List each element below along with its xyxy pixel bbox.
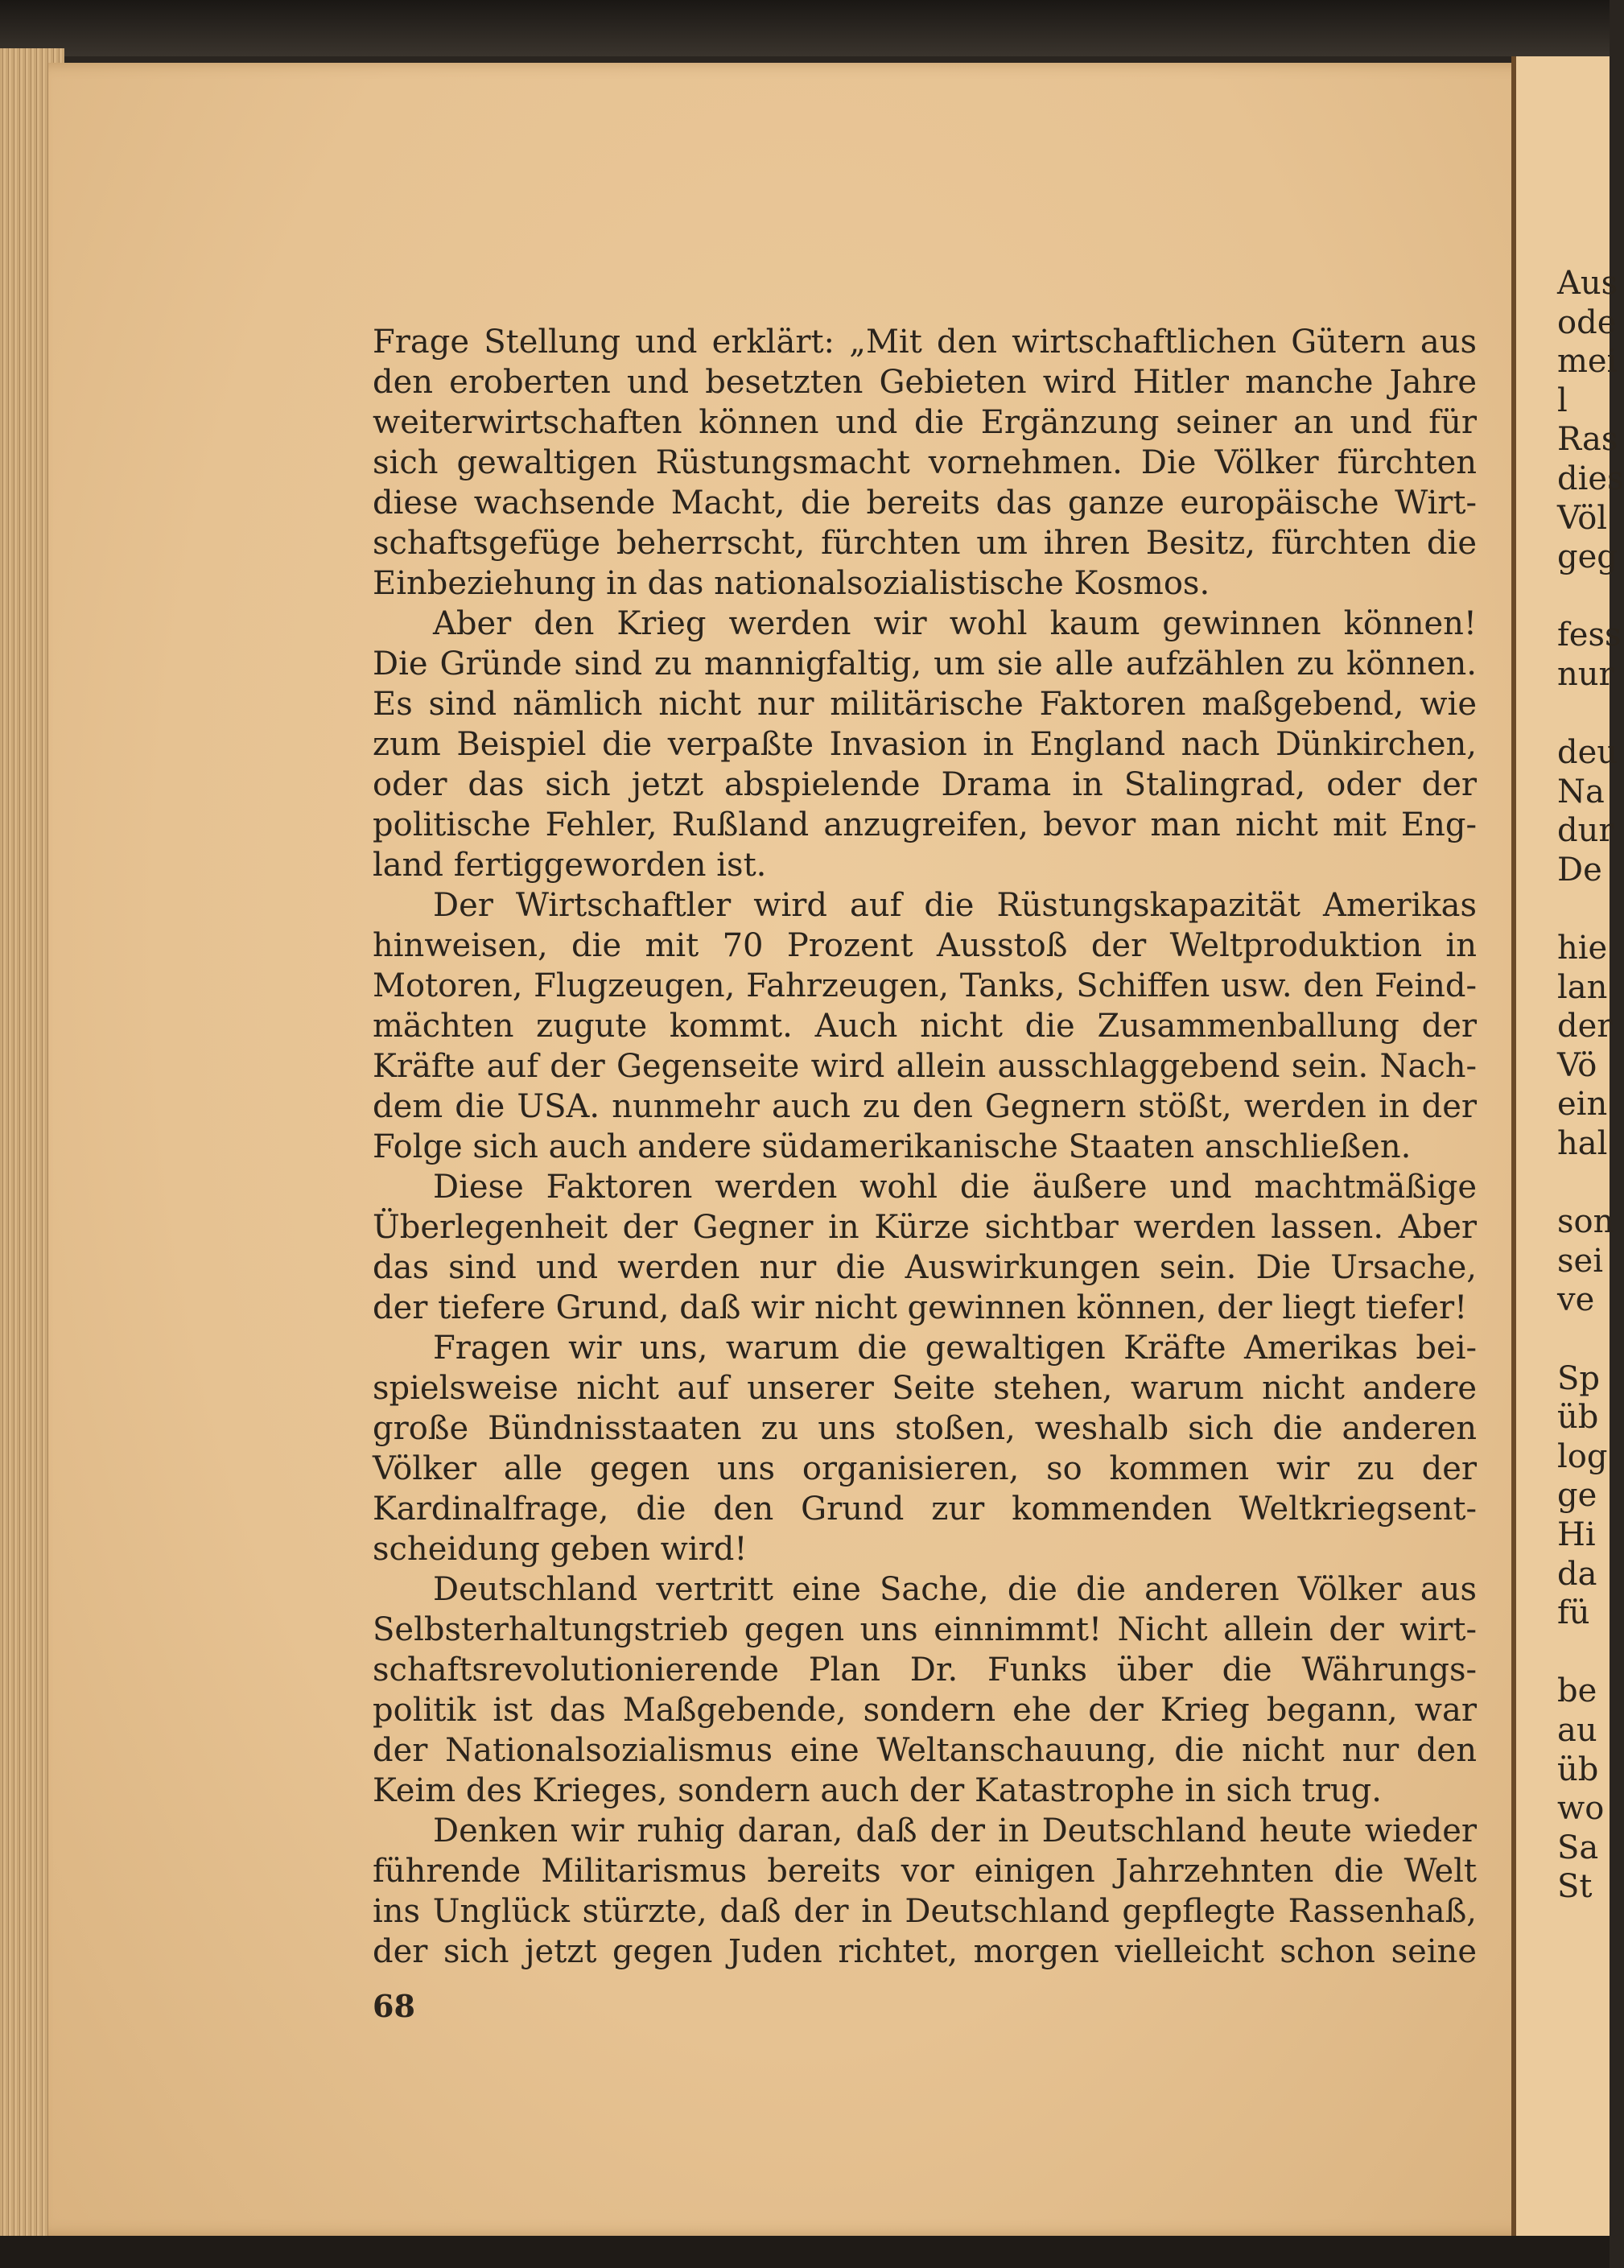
text-line: der tiefere Grund, daß wir nicht gewinnen können, der liegt tiefer!	[373, 1289, 1468, 1326]
right-page-line-fragment: Sp	[1557, 1359, 1601, 1397]
right-page-line-fragment: dur	[1557, 812, 1614, 850]
text-line: diese wachsende Macht, die bereits das ganze europäische Wirt-	[373, 485, 1477, 522]
text-line: politik ist das Maßgebende, sondern ehe der Krieg begann, war	[373, 1692, 1477, 1729]
text-line: der sich jetzt gegen Juden richtet, morgen vielleicht schon seine	[373, 1933, 1477, 1970]
right-page-line-fragment: nur	[1557, 655, 1614, 693]
right-page-line-fragment: ein	[1557, 1086, 1608, 1124]
text-line: schaftsgefüge beherrscht, fürchten um ihren Besitz, fürchten die	[373, 525, 1477, 562]
right-page-line-fragment: üb	[1557, 1750, 1599, 1788]
text-line: Denken wir ruhig daran, daß der in Deutschland heute wieder	[433, 1812, 1477, 1849]
text-line: Diese Faktoren werden wohl die äußere und machtmäßige	[433, 1169, 1477, 1206]
text-line: große Bündnisstaaten zu uns stoßen, weshalb sich die anderen	[373, 1410, 1477, 1447]
text-line: scheidung geben wird!	[373, 1531, 748, 1568]
text-line: Völker alle gegen uns organisieren, so kommen wir zu der	[373, 1450, 1477, 1487]
text-line: Folge sich auch andere südamerikanische Staaten anschließen.	[373, 1128, 1412, 1165]
paragraph	[373, 885, 1477, 1167]
right-page-line-fragment: au	[1557, 1711, 1597, 1749]
right-page-line-fragment: be	[1557, 1672, 1597, 1710]
right-page-line-fragment	[1557, 1320, 1624, 1359]
text-line: Keim des Krieges, sondern auch der Katastrophe in sich trug.	[373, 1772, 1382, 1809]
right-page-line-fragment: wo	[1557, 1790, 1605, 1828]
right-page-line-fragment: deu	[1557, 734, 1618, 772]
right-page-line-fragment: Hi	[1557, 1516, 1596, 1553]
right-page-line-fragment: hie	[1557, 930, 1608, 967]
text-line: zum Beispiel die verpaßte Invasion in England nach Dünkirchen,	[373, 726, 1477, 763]
text-line: oder das sich jetzt abspielende Drama in Stalingrad, oder der	[373, 766, 1477, 803]
text-line: der Nationalsozialismus eine Weltanschauung, die nicht nur den	[373, 1732, 1477, 1769]
right-page-line-fragment: Na	[1557, 773, 1605, 810]
right-page-line-fragment: hal	[1557, 1125, 1608, 1163]
text-line: ins Unglück stürzte, daß der in Deutschland gepflegte Rassenhaß,	[373, 1893, 1477, 1930]
text-line: dem die USA. nunmehr auch zu den Gegnern stößt, werden in der	[373, 1088, 1477, 1125]
right-page-text-fragments	[1557, 264, 1624, 1907]
text-line: Es sind nämlich nicht nur militärische Faktoren maßgebend, wie	[373, 686, 1477, 723]
scan-bottom-border	[0, 2236, 1610, 2268]
right-page-line-fragment	[1557, 1633, 1624, 1672]
text-line: hinweisen, die mit 70 Prozent Ausstoß der Weltproduktion in	[373, 927, 1477, 964]
right-page-line-fragment	[1557, 695, 1624, 734]
text-line: Die Gründe sind zu mannigfaltig, um sie alle aufzählen zu können.	[373, 645, 1477, 682]
text-line: weiterwirtschaften können und die Ergänzung seiner an und für	[373, 404, 1477, 441]
text-line: den eroberten und besetzten Gebieten wird Hitler manche Jahre	[373, 364, 1477, 401]
right-page-line-fragment: log	[1557, 1437, 1608, 1475]
right-page-line-fragment: der	[1557, 1008, 1613, 1045]
text-line: politische Fehler, Rußland anzugreifen, bevor man nicht mit Eng-	[373, 806, 1477, 843]
paragraph	[373, 604, 1477, 885]
right-page-line-fragment: mei	[1557, 343, 1618, 381]
paragraph	[373, 1328, 1477, 1569]
right-page-line-fragment: ve	[1557, 1281, 1595, 1319]
paragraph	[373, 1811, 1477, 1972]
text-line: das sind und werden nur die Auswirkungen sein. Die Ursache,	[373, 1249, 1477, 1286]
paragraph	[373, 322, 1477, 604]
paragraph	[373, 1167, 1477, 1328]
right-page-line-fragment: üb	[1557, 1399, 1599, 1437]
right-page-line-fragment	[1557, 1164, 1624, 1203]
right-page-line-fragment: dies	[1557, 460, 1624, 497]
right-page-line-fragment	[1557, 577, 1624, 616]
text-line: Aber den Krieg werden wir wohl kaum gewinnen können!	[433, 605, 1477, 642]
right-page-line-fragment: l	[1557, 381, 1568, 419]
right-page-line-fragment: sei	[1557, 1242, 1603, 1280]
body-text	[373, 322, 1477, 1972]
right-page-line-fragment: da	[1557, 1555, 1597, 1593]
text-line: Kardinalfrage, die den Grund zur kommenden Weltkriegsent-	[373, 1491, 1477, 1528]
text-line: Kräfte auf der Gegenseite wird allein ausschlaggebend sein. Nach-	[373, 1048, 1477, 1085]
paragraph	[373, 1569, 1477, 1811]
right-page-line-fragment: Vö	[1557, 1046, 1597, 1084]
right-page-line-fragment: ge	[1557, 1477, 1597, 1515]
right-page-line-fragment: De	[1557, 851, 1602, 889]
text-line: land fertiggeworden ist.	[373, 847, 767, 884]
text-line: Der Wirtschaftler wird auf die Rüstungskapazität Amerikas	[433, 887, 1477, 924]
right-page-line-fragment: Sa	[1557, 1829, 1599, 1866]
right-page-line-fragment: geg	[1557, 538, 1618, 576]
text-line: Überlegenheit der Gegner in Kürze sichtbar werden lassen. Aber	[373, 1209, 1477, 1246]
right-page-line-fragment: Ras	[1557, 421, 1618, 459]
right-page-line-fragment: fess	[1557, 616, 1622, 654]
text-line: Selbsterhaltungstrieb gegen uns einnimmt! Nicht allein der wirt-	[373, 1611, 1477, 1648]
text-line: sich gewaltigen Rüstungsmacht vornehmen. Die Völker fürchten	[373, 444, 1477, 481]
right-page-line-fragment: lan	[1557, 968, 1608, 1006]
right-page-line-fragment: Völ	[1557, 499, 1608, 537]
text-line: Einbeziehung in das nationalsozialistische Kosmos.	[373, 565, 1210, 602]
page-number: 68	[373, 1988, 415, 2024]
text-line: Deutschland vertritt eine Sache, die die anderen Völker aus	[433, 1571, 1477, 1608]
text-line: mächten zugute kommt. Auch nicht die Zusammenballung der	[373, 1008, 1477, 1045]
text-line: Frage Stellung und erklärt: „Mit den wirtschaftlichen Gütern aus	[373, 324, 1477, 361]
scan-top-border	[0, 0, 1610, 56]
right-page-line-fragment: Aus	[1557, 265, 1618, 302]
text-line: schaftsrevolutionierende Plan Dr. Funks über die Währungs-	[373, 1652, 1477, 1689]
text-line: Fragen wir uns, warum die gewaltigen Kräfte Amerikas bei-	[433, 1330, 1477, 1367]
right-page-line-fragment: son	[1557, 1203, 1614, 1241]
right-page-line-fragment: St	[1557, 1868, 1593, 1906]
right-page-line-fragment	[1557, 890, 1624, 930]
text-line: Motoren, Flugzeugen, Fahrzeugen, Tanks, Schiffen usw. den Feind-	[373, 967, 1477, 1004]
text-line: spielsweise nicht auf unserer Seite stehen, warum nicht andere	[373, 1370, 1477, 1407]
right-page-line-fragment: fü	[1557, 1594, 1590, 1632]
right-page-line-fragment: ode	[1557, 303, 1617, 341]
text-line: führende Militarismus bereits vor einigen Jahrzehnten die Welt	[373, 1853, 1477, 1890]
